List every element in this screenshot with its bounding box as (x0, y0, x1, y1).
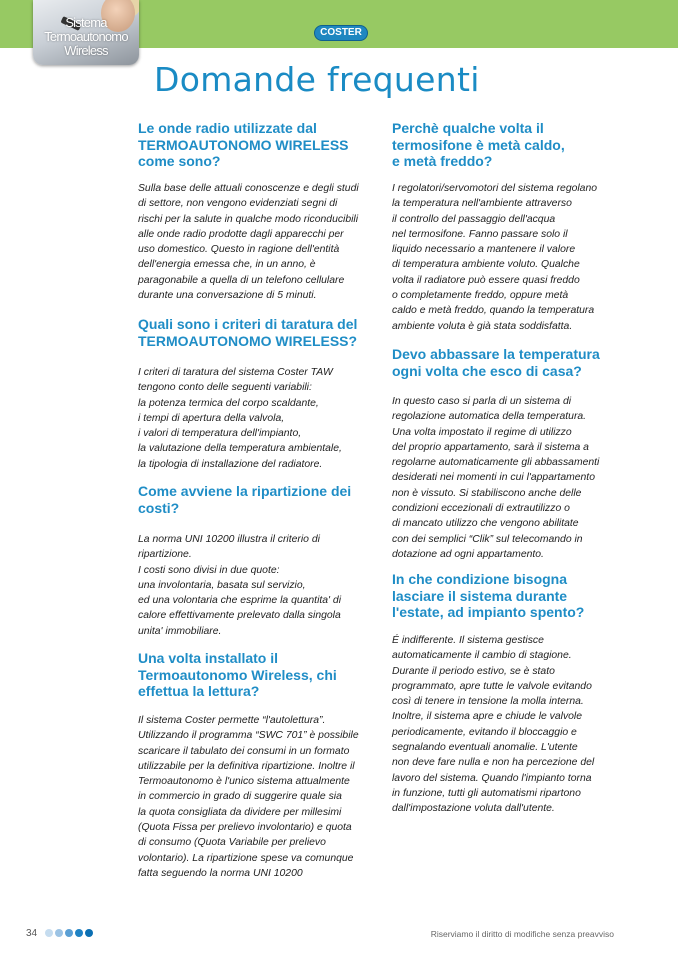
page-number: 34 (26, 928, 38, 939)
dot-icon (85, 929, 93, 937)
footer-disclaimer: Riserviamo il diritto di modifiche senza preavviso (430, 929, 614, 939)
faq-question: In che condizione bisogna lasciare il sistema durante l'estate, ad impianto spento? (392, 571, 585, 620)
faq-answer: É indifferente. Il sistema gestisce automaticamente il cambio di stagione. Durante il periodo estivo, se è stato programmato, apre tutte le valvole evitando così di tenere in tensione la molla interna. Inoltre, il sistema apre e chiude le valvole periodicamente, evitando il bloccaggio e segnalando eventuali anomalie. L'utente non deve fare nulla e non ha percezione del lavoro del sistema. Quando l'impianto torna in funzione, tutti gli automatismi ripartono dall'impostazione voluta dall'utente. (392, 635, 595, 815)
thumbnail-caption: Sistema Termoautonomo Wireless (44, 15, 128, 58)
dot-icon (75, 929, 83, 937)
faq-question: Perchè qualche volta il termosifone è metà caldo, e metà freddo? (392, 120, 565, 169)
faq-answer: Il sistema Coster permette “l'autolettura”. Utilizzando il programma “SWC 701” è possibile scaricare il tabulato dei consumi in un formato utilizzabile per la definitiva ripartizione. Inoltre il Termoautonomo è l'unico sistema attualmente in commercio in grado di suggerire quale sia la quota consigliata da dividere per millesimi (Quota Fissa per prelievo involontario) e quota di consumo (Quota Variabile per prelievo volontario). La ripartizione spese va comunque fatta seguendo la norma UNI 10200 (138, 715, 359, 879)
faq-answer: In questo caso si parla di un sistema di regolazione automatica della temperatura. Una volta impostato il regime di utilizzo del proprio appartamento, sarà il sistema a regolarne automaticamente gli abbassamenti desiderati nei momenti in cui l'appartamento non è vissuto. Si stabiliscono anche delle condizioni eccezionali di extrautilizzo o di mancato utilizzo che vengono abilitate con dei semplici “Clik” sul telecomando in dotazione ad ogni appartamento. (392, 396, 600, 560)
faq-question: Devo abbassare la temperatura ogni volta che esco di casa? (392, 346, 600, 379)
faq-answer: I criteri di taratura del sistema Coster TAW tengono conto delle seguenti variabili: la potenza termica del corpo scaldante, i tempi di apertura della valvola, i valori di temperatura dell'impianto, la valutazione della temperatura ambientale, la tipologia di installazione del radiatore. (138, 367, 342, 470)
faq-question: Le onde radio utilizzate dal TERMOAUTONOMO WIRELESS come sono? (138, 120, 349, 169)
faq-question: Quali sono i criteri di taratura del TERMOAUTONOMO WIRELESS? (138, 316, 358, 349)
dot-icon (55, 929, 63, 937)
dot-icon (65, 929, 73, 937)
faq-question: Una volta installato il Termoautonomo Wireless, chi effettua la lettura? (138, 650, 337, 699)
page-title: Domande frequenti (154, 60, 480, 99)
faq-answer: La norma UNI 10200 illustra il criterio di ripartizione. I costi sono divisi in due quote: una involontaria, basata sul servizio, ed una volontaria che esprime la quantita' di calore effettivamente prelevato dalla singola unita' immobiliare. (138, 534, 341, 637)
decorative-dots (45, 929, 93, 937)
faq-answer: Sulla base delle attuali conoscenze e degli studi di settore, non vengono evidenziati segni di rischi per la salute in qualche modo riconducibili alle onde radio prodotte dagli apparecchi per uso domestico. Questo in ragione dell'entità dell'energia emessa che, in un anno, è paragonabile a quella di un telefono cellulare durante una conversazione di 5 minuti. (138, 183, 359, 302)
faq-answer: I regolatori/servomotori del sistema regolano la temperatura nell'ambiente attraverso il controllo del passaggio dell'acqua nel termosifone. Fanno passare solo il liquido necessario a mantenere il valore di temperatura ambiente voluto. Qualche volta il radiatore può essere quasi freddo o completamente freddo, oppure metà caldo e metà freddo, quando la temperatura ambiente voluta è già stata soddisfatta. (392, 183, 598, 332)
coster-logo-badge: COSTER (314, 25, 368, 41)
dot-icon (45, 929, 53, 937)
faq-question: Come avviene la ripartizione dei costi? (138, 483, 352, 516)
product-thumbnail (33, 0, 139, 65)
